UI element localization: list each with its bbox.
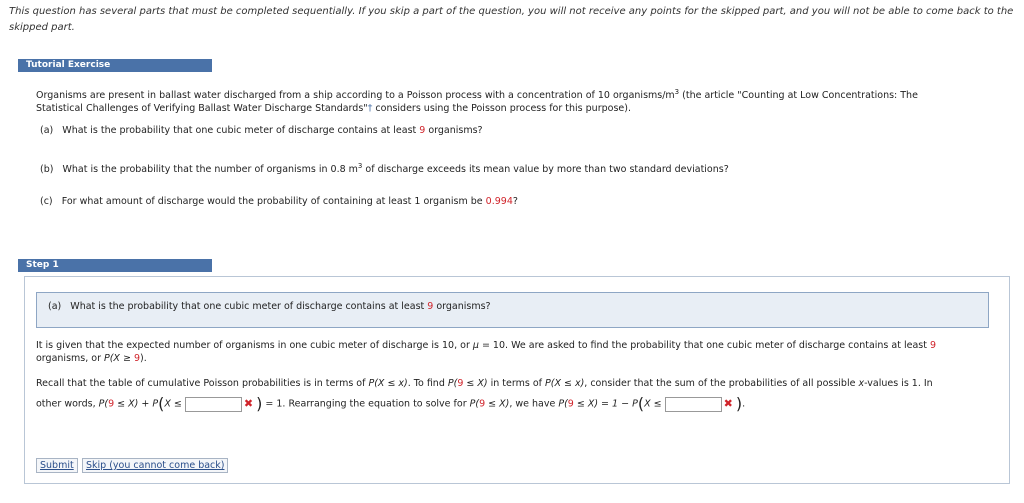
incorrect-icon: ✖ (243, 397, 254, 410)
part-b-question: (b) What is the probability that the number of organisms in 0.8 $m^3$ of discharge exceeds its mean value by more than two standard deviations? (40, 162, 729, 176)
sequential-notice: This question has several parts that must be completed sequentially. If you skip a part of the question, you will not receive any points for the skipped part, and you will not be able to come back to the skipped part. (9, 6, 1014, 33)
step-1-header-rule (18, 271, 212, 272)
incorrect-icon: ✖ (723, 397, 733, 410)
step-1-question: (a) What is the probability that one cubic meter of discharge contains at least 9 organisms? (48, 301, 491, 312)
step-1-equation-line: other words, P(9 ≤ X) + P(X ≤ ✖ ) = 1. Rearranging the equation to solve for P(9 ≤ X), we have P(9 ≤ X) = 1 − P(X ≤ ✖ ). (36, 394, 746, 413)
step-1-recall: Recall that the table of cumulative Poisson probabilities is in terms of P(X ≤ x). To find P(9 ≤ X) in terms of P(X ≤ x), consider that the sum of the probabilities of all possible x-values is 1. In (36, 378, 933, 389)
footnote-dagger[interactable]: † (367, 103, 373, 115)
tutorial-header: Tutorial Exercise (18, 59, 212, 72)
skip-button[interactable]: Skip (you cannot come back) (82, 458, 228, 473)
step-1-header: Step 1 (18, 259, 212, 272)
tutorial-header-rule (18, 71, 212, 72)
answer-input-1[interactable] (185, 397, 242, 412)
tutorial-intro: Organisms are present in ballast water discharged from a ship according to a Poisson process with a concentration of 10 organisms/$m^3$ (the article "Counting at Low Concentrations: The Statistical Challenges of Verifying Ballast Water Discharge Standards"† considers using the Poisson process for this purpose). (36, 88, 918, 115)
submit-button[interactable]: Submit (36, 458, 78, 473)
part-c-question: (c) For what amount of discharge would the probability of containing at least 1 organism be 0.994? (40, 196, 518, 207)
answer-input-2[interactable] (665, 397, 722, 412)
step-1-given: It is given that the expected number of organisms in one cubic meter of discharge is 10, or μ = 10. We are asked to find the probability that one cubic meter of discharge contains at least 9 organisms, or P(X ≥ 9). (36, 340, 937, 364)
part-a-question: (a) What is the probability that one cubic meter of discharge contains at least 9 organisms? (40, 125, 483, 136)
